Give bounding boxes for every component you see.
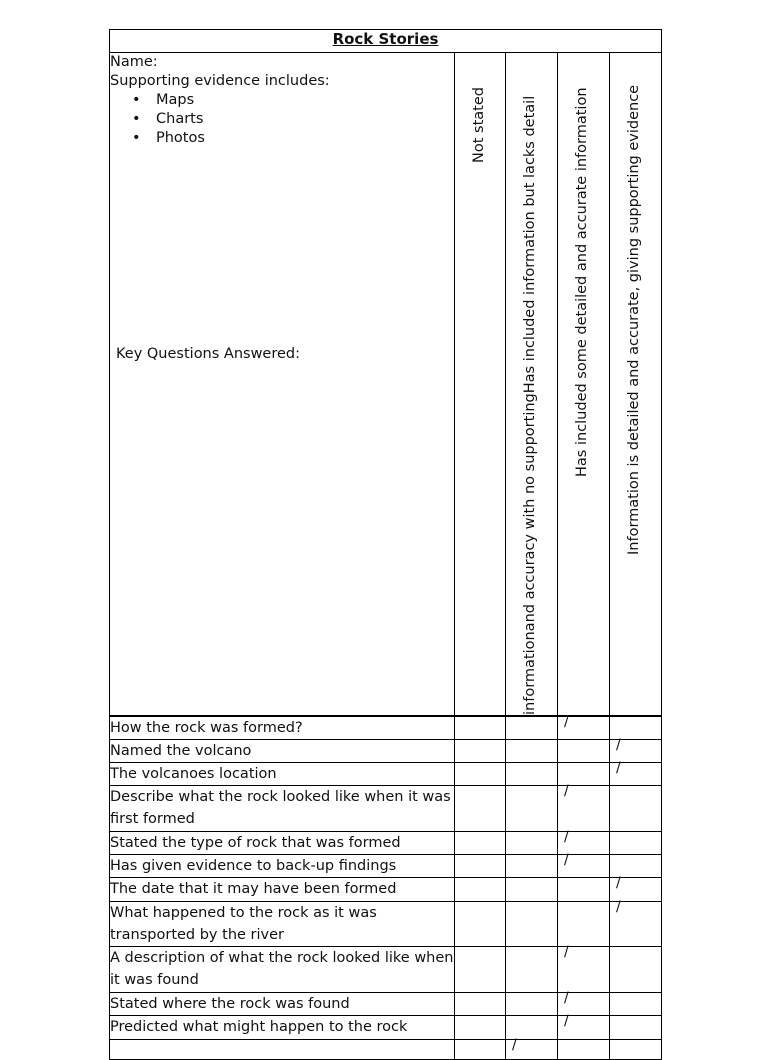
criterion-row xyxy=(110,878,662,902)
criterion-row xyxy=(110,1016,662,1040)
rating-cell xyxy=(610,760,662,786)
rating-cell xyxy=(455,878,506,902)
rating-cell xyxy=(455,947,506,993)
rating-cell xyxy=(558,902,610,947)
rating-cell xyxy=(610,1016,662,1040)
evidence-item: • Charts xyxy=(156,110,454,129)
rating-cell xyxy=(506,1037,558,1060)
rating-cell xyxy=(506,902,558,947)
tick-mark: / xyxy=(616,899,621,915)
tick-mark: / xyxy=(616,875,621,891)
rating-cell xyxy=(558,740,610,763)
evidence-item: • Maps xyxy=(156,91,454,110)
rating-cell xyxy=(506,1016,558,1040)
tick-mark: / xyxy=(564,852,569,868)
column-header-some-detail xyxy=(558,53,610,717)
tick-mark: / xyxy=(512,1037,517,1053)
column-header-lacks-detail xyxy=(506,53,558,717)
rating-cell xyxy=(506,947,558,993)
rating-cell xyxy=(455,902,506,947)
rating-cell xyxy=(455,740,506,763)
rating-cell xyxy=(558,944,610,993)
rating-cell xyxy=(506,740,558,763)
rating-cell xyxy=(558,1040,610,1060)
tick-mark: / xyxy=(564,1013,569,1029)
tick-mark: / xyxy=(564,714,569,730)
rating-cell xyxy=(558,783,610,832)
criterion-text: How the rock was formed? xyxy=(110,716,455,740)
header-row xyxy=(110,53,662,717)
tick-mark: / xyxy=(564,944,569,960)
rating-cell xyxy=(455,832,506,855)
criterion-text: Has given evidence to back-up findings xyxy=(110,855,455,878)
rating-cell xyxy=(455,1016,506,1040)
rubric-table xyxy=(109,29,662,1060)
rating-cell xyxy=(506,763,558,786)
rating-cell xyxy=(455,763,506,786)
rating-cell xyxy=(455,855,506,878)
rating-cell xyxy=(455,716,506,740)
rating-cell xyxy=(558,716,610,740)
criterion-text: Stated the type of rock that was formed xyxy=(110,832,455,855)
tick-mark: / xyxy=(564,783,569,799)
rubric-title: Rock Stories xyxy=(110,30,662,53)
rating-cell xyxy=(506,878,558,902)
criterion-row xyxy=(110,740,662,763)
rating-cell xyxy=(610,1040,662,1060)
criterion-text: Stated where the rock was found xyxy=(110,993,455,1016)
criterion-row xyxy=(110,855,662,878)
column-header-not-stated xyxy=(455,53,506,717)
name-label: Name: xyxy=(110,54,158,70)
criterion-row xyxy=(110,763,662,786)
criterion-text: Describe what the rock looked like when it was first formed xyxy=(110,786,455,832)
key-questions-label: Key Questions Answered: xyxy=(116,346,301,362)
rating-cell xyxy=(558,852,610,878)
rating-cell xyxy=(506,786,558,832)
rating-cell xyxy=(610,899,662,947)
criterion-row xyxy=(110,832,662,855)
rating-cell xyxy=(558,1013,610,1040)
evidence-item: • Photos xyxy=(156,129,454,148)
criterion-text: What happened to the rock as it was transported by the river xyxy=(110,902,455,947)
rating-cell xyxy=(610,875,662,902)
column-header-label: informationand accuracy with no supportingHas included information but lacks detail xyxy=(522,95,538,715)
evidence-list xyxy=(110,91,454,148)
criterion-row xyxy=(110,993,662,1016)
tick-mark: / xyxy=(564,990,569,1006)
rating-cell xyxy=(455,1040,506,1060)
evidence-label: Supporting evidence includes: xyxy=(110,73,330,89)
criterion-row xyxy=(110,716,662,740)
rating-cell xyxy=(506,855,558,878)
rating-cell xyxy=(455,993,506,1016)
criterion-text xyxy=(110,1040,455,1060)
rating-cell xyxy=(610,832,662,855)
rating-cell xyxy=(610,716,662,740)
rating-cell xyxy=(455,786,506,832)
rating-cell xyxy=(610,786,662,832)
criterion-text: The volcanoes location xyxy=(110,763,455,786)
tick-mark: / xyxy=(616,760,621,776)
criterion-row xyxy=(110,786,662,832)
rating-cell xyxy=(610,947,662,993)
criterion-text: The date that it may have been formed xyxy=(110,878,455,902)
tick-mark: / xyxy=(564,829,569,845)
criterion-row xyxy=(110,1040,662,1060)
rating-cell xyxy=(610,993,662,1016)
criterion-row xyxy=(110,947,662,993)
rating-cell xyxy=(506,832,558,855)
rating-cell xyxy=(506,993,558,1016)
criterion-text: Named the volcano xyxy=(110,740,455,763)
criterion-text: A description of what the rock looked like when it was found xyxy=(110,947,455,993)
column-header-detailed-evidence xyxy=(610,53,662,717)
criterion-text: Predicted what might happen to the rock xyxy=(110,1016,455,1040)
column-header-label: Not stated xyxy=(471,87,487,163)
rating-cell xyxy=(558,878,610,902)
column-header-label: Information is detailed and accurate, giving supporting evidence xyxy=(626,84,642,555)
column-header-label: Has included some detailed and accurate information xyxy=(574,87,590,477)
info-cell xyxy=(110,53,455,717)
criterion-row xyxy=(110,902,662,947)
tick-mark: / xyxy=(616,737,621,753)
rating-cell xyxy=(506,716,558,740)
